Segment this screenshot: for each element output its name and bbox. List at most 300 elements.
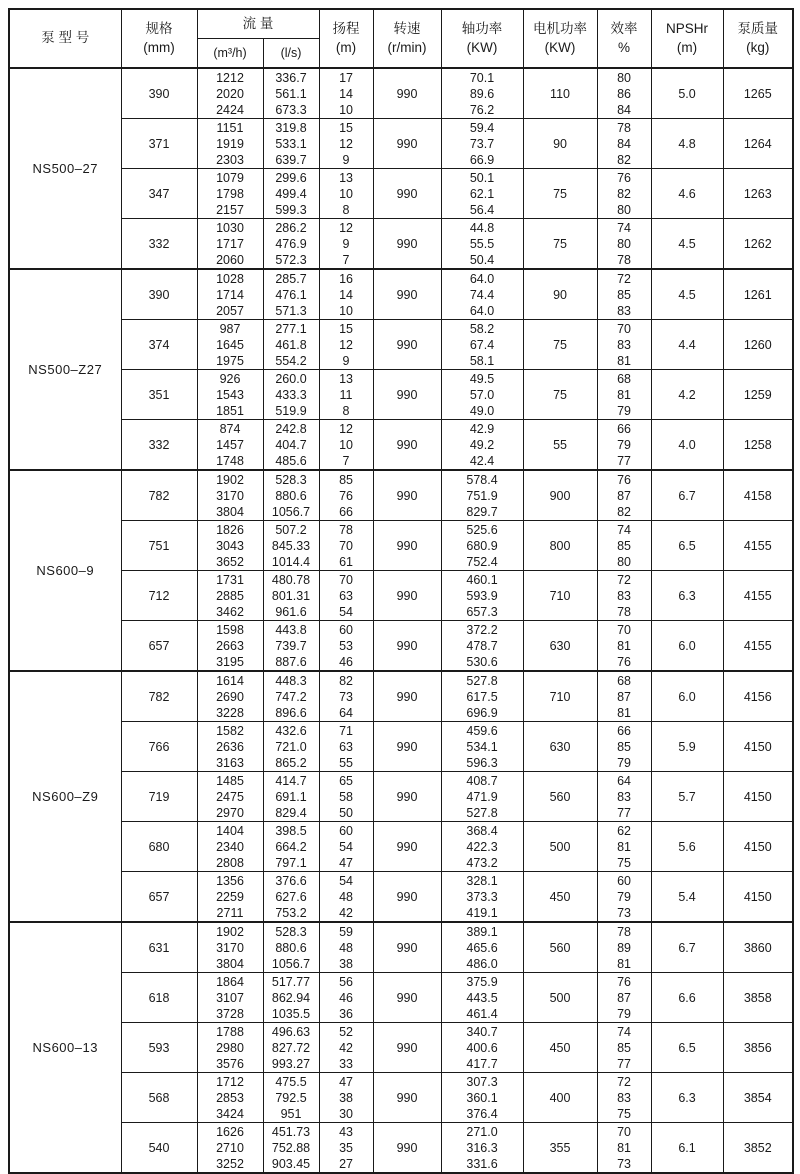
col-header-spec-label: 规格 [145,21,173,37]
cell-efficiency-value: 76 [617,170,631,185]
cell-head [319,1123,373,1174]
col-header-flow: 流 量 [197,9,319,39]
cell-head [319,269,373,320]
cell-motor-power: 450 [523,1023,597,1073]
cell-flow-ls-value: 480.78 [271,572,311,587]
cell-efficiency [597,1073,651,1123]
col-header-efficiency-label: 效率 [610,21,638,37]
pump-spec-table [8,8,794,1174]
cell-head-value: 42 [339,905,353,920]
cell-head [319,872,373,923]
cell-flow-m3h-value: 987 [219,321,241,336]
cell-flow-ls-value: 461.8 [275,337,307,352]
cell-flow-ls-value: 880.6 [275,940,307,955]
cell-flow-ls-value: 414.7 [275,773,307,788]
cell-flow-m3h-value: 2424 [216,102,244,117]
cell-efficiency-value: 83 [617,1090,631,1105]
cell-flow-ls-value: 827.72 [271,1040,311,1055]
cell-spec: 351 [121,370,197,420]
cell-flow-m3h-value: 1919 [216,136,244,151]
cell-shaft-power [441,370,523,420]
cell-shaft-power-value: 307.3 [466,1074,498,1089]
cell-efficiency-value: 80 [617,70,631,85]
cell-head-value: 50 [339,805,353,820]
cell-shaft-power-value: 751.9 [466,488,498,503]
cell-flow-m3h-value: 2808 [216,855,244,870]
cell-flow-m3h-value: 1151 [216,120,244,135]
cell-efficiency-value: 81 [617,839,631,854]
cell-pump-mass: 4155 [723,571,793,621]
pump-model-cell: NS600–9 [9,470,121,671]
cell-efficiency [597,1023,651,1073]
cell-motor-power: 75 [523,219,597,270]
cell-shaft-power-value: 376.4 [466,1106,498,1121]
cell-flow-ls [263,1073,319,1123]
cell-speed: 990 [373,671,441,722]
cell-speed: 990 [373,269,441,320]
cell-flow-ls-value: 299.6 [275,170,307,185]
cell-flow-ls [263,370,319,420]
cell-flow-ls-value: 451.73 [271,1124,311,1139]
cell-pump-mass: 4158 [723,470,793,521]
cell-shaft-power [441,68,523,119]
cell-head-value: 60 [339,622,353,637]
table-row [9,722,793,772]
cell-flow-m3h-value: 1485 [216,773,244,788]
cell-flow-ls-value: 747.2 [275,689,307,704]
cell-flow-m3h-value: 1079 [216,170,244,185]
cell-efficiency-value: 79 [617,755,631,770]
cell-spec: 540 [121,1123,197,1174]
table-row [9,119,793,169]
cell-head-value: 58 [339,789,353,804]
cell-flow-ls [263,68,319,119]
cell-flow-m3h-value: 1826 [216,522,244,537]
cell-flow-ls-value: 691.1 [275,789,307,804]
cell-shaft-power-value: 49.0 [469,403,495,418]
cell-shaft-power-value: 58.2 [469,321,495,336]
cell-pump-mass: 1258 [723,420,793,471]
cell-speed: 990 [373,169,441,219]
cell-head-value: 8 [342,403,350,418]
cell-efficiency [597,370,651,420]
cell-flow-ls [263,1123,319,1174]
cell-shaft-power [441,772,523,822]
col-header-flow-ls: (l/s) [263,39,319,69]
cell-spec: 390 [121,269,197,320]
cell-head-value: 35 [339,1140,353,1155]
cell-flow-m3h-value: 1731 [216,572,244,587]
cell-shaft-power [441,420,523,471]
table-row [9,370,793,420]
cell-shaft-power-value: 459.6 [466,723,498,738]
cell-flow-ls [263,119,319,169]
table-row [9,571,793,621]
cell-efficiency-value: 75 [617,1106,631,1121]
cell-flow-ls-value: 404.7 [275,437,307,452]
col-header-speed-label: 转速 [393,21,421,37]
cell-flow-m3h [197,219,263,270]
cell-flow-m3h [197,521,263,571]
cell-efficiency [597,320,651,370]
col-header-spec-unit: (mm) [143,39,175,55]
cell-shaft-power [441,320,523,370]
cell-motor-power: 710 [523,671,597,722]
cell-head [319,219,373,270]
cell-head-value: 54 [339,839,353,854]
cell-npshr: 5.0 [651,68,723,119]
cell-spec: 618 [121,973,197,1023]
cell-shaft-power-value: 419.1 [466,905,498,920]
cell-shaft-power [441,822,523,872]
cell-flow-ls-value: 528.3 [275,472,307,487]
cell-shaft-power-value: 62.1 [469,186,495,201]
cell-flow-ls-value: 572.3 [275,252,307,267]
cell-flow-ls [263,1023,319,1073]
cell-head-value: 66 [339,504,353,519]
cell-efficiency [597,269,651,320]
cell-flow-ls [263,320,319,370]
cell-head-value: 9 [342,152,350,167]
cell-flow-ls [263,671,319,722]
col-header-flow-m3h: (m³/h) [197,39,263,69]
cell-flow-ls-value: 664.2 [275,839,307,854]
cell-head-value: 8 [342,202,350,217]
table-row [9,671,793,722]
cell-head-value: 70 [339,572,353,587]
cell-shaft-power-value: 443.5 [466,990,498,1005]
cell-flow-m3h [197,722,263,772]
cell-flow-m3h-value: 1028 [216,271,244,286]
cell-flow-m3h [197,822,263,872]
cell-flow-m3h [197,68,263,119]
cell-pump-mass: 1260 [723,320,793,370]
cell-efficiency-value: 82 [617,504,631,519]
cell-flow-ls-value: 829.4 [275,805,307,820]
cell-efficiency-value: 70 [617,1124,631,1139]
cell-shaft-power-value: 331.6 [466,1156,498,1171]
cell-shaft-power-value: 408.7 [466,773,498,788]
cell-shaft-power-value: 530.6 [466,654,498,669]
cell-shaft-power-value: 829.7 [466,504,498,519]
table-row [9,973,793,1023]
cell-shaft-power-value: 58.1 [469,353,495,368]
cell-shaft-power-value: 680.9 [466,538,498,553]
cell-speed: 990 [373,470,441,521]
cell-flow-m3h-value: 1404 [216,823,244,838]
cell-flow-m3h-value: 2340 [216,839,244,854]
cell-flow-m3h [197,370,263,420]
cell-efficiency-value: 87 [617,689,631,704]
cell-head-value: 10 [339,102,353,117]
cell-motor-power: 500 [523,973,597,1023]
cell-npshr: 5.6 [651,822,723,872]
cell-flow-m3h-value: 1902 [216,924,244,939]
cell-flow-ls-value: 277.1 [275,321,307,336]
cell-spec: 782 [121,671,197,722]
cell-flow-m3h-value: 1714 [216,287,244,302]
cell-motor-power: 75 [523,169,597,219]
cell-flow-m3h-value: 3424 [216,1106,244,1121]
cell-efficiency-value: 73 [617,1156,631,1171]
cell-flow-m3h-value: 3170 [216,940,244,955]
cell-flow-m3h [197,470,263,521]
cell-flow-ls-value: 507.2 [275,522,307,537]
cell-head-value: 30 [339,1106,353,1121]
cell-head-value: 70 [339,538,353,553]
cell-flow-m3h-value: 2970 [216,805,244,820]
cell-npshr: 6.7 [651,922,723,973]
cell-head-value: 48 [339,940,353,955]
cell-spec: 751 [121,521,197,571]
cell-head-value: 10 [339,437,353,452]
cell-flow-m3h-value: 1582 [216,723,244,738]
cell-efficiency-value: 83 [617,303,631,318]
cell-flow-ls [263,973,319,1023]
cell-flow-m3h-value: 1645 [216,337,244,352]
cell-head [319,973,373,1023]
cell-shaft-power-value: 486.0 [466,956,498,971]
cell-efficiency [597,470,651,521]
cell-motor-power: 900 [523,470,597,521]
cell-motor-power: 450 [523,872,597,923]
cell-spec: 332 [121,420,197,471]
cell-head-value: 52 [339,1024,353,1039]
cell-flow-ls-value: 627.6 [275,889,307,904]
cell-shaft-power-value: 49.5 [469,371,495,386]
cell-shaft-power-value: 67.4 [469,337,495,352]
cell-flow-ls-value: 336.7 [275,70,307,85]
cell-npshr: 5.4 [651,872,723,923]
cell-efficiency-value: 84 [617,136,631,151]
cell-efficiency-value: 74 [617,522,631,537]
cell-efficiency-value: 78 [617,924,631,939]
cell-efficiency [597,420,651,471]
cell-efficiency-value: 66 [617,723,631,738]
cell-head-value: 15 [339,321,353,336]
cell-pump-mass: 4150 [723,872,793,923]
cell-flow-ls [263,470,319,521]
cell-shaft-power-value: 42.4 [469,453,495,468]
cell-head [319,571,373,621]
cell-spec: 374 [121,320,197,370]
cell-flow-ls-value: 571.3 [275,303,307,318]
cell-head [319,1023,373,1073]
cell-pump-mass: 3854 [723,1073,793,1123]
col-header-pump-mass [723,9,793,68]
cell-flow-m3h-value: 1626 [216,1124,244,1139]
cell-flow-m3h [197,420,263,471]
cell-head-value: 54 [339,873,353,888]
cell-head-value: 59 [339,924,353,939]
cell-motor-power: 800 [523,521,597,571]
cell-efficiency [597,722,651,772]
cell-shaft-power [441,571,523,621]
cell-flow-ls-value: 533.1 [275,136,307,151]
cell-efficiency [597,169,651,219]
cell-efficiency [597,521,651,571]
cell-shaft-power-value: 596.3 [466,755,498,770]
cell-flow-ls-value: 599.3 [275,202,307,217]
cell-head-value: 14 [339,86,353,101]
cell-flow-m3h-value: 2853 [216,1090,244,1105]
cell-speed: 990 [373,772,441,822]
cell-flow-ls-value: 286.2 [275,220,307,235]
cell-flow-m3h-value: 3228 [216,705,244,720]
table-row [9,521,793,571]
cell-motor-power: 400 [523,1073,597,1123]
table-row [9,169,793,219]
cell-efficiency-value: 78 [617,604,631,619]
cell-efficiency-value: 84 [617,102,631,117]
cell-npshr: 6.5 [651,1023,723,1073]
cell-head [319,722,373,772]
cell-efficiency-value: 79 [617,403,631,418]
cell-head [319,671,373,722]
cell-npshr: 4.5 [651,269,723,320]
cell-shaft-power [441,872,523,923]
cell-spec: 390 [121,68,197,119]
cell-flow-ls-value: 639.7 [275,152,307,167]
cell-npshr: 6.3 [651,1073,723,1123]
col-header-shaft-power [441,9,523,68]
cell-efficiency [597,219,651,270]
cell-shaft-power-value: 76.2 [469,102,495,117]
cell-motor-power: 630 [523,621,597,672]
cell-speed: 990 [373,922,441,973]
cell-shaft-power-value: 50.1 [469,170,495,185]
cell-shaft-power [441,269,523,320]
cell-speed: 990 [373,872,441,923]
cell-flow-m3h-value: 1030 [216,220,244,235]
cell-head-value: 55 [339,755,353,770]
cell-flow-ls-value: 903.45 [271,1156,311,1171]
cell-flow-ls-value: 496.63 [271,1024,311,1039]
cell-shaft-power-value: 70.1 [469,70,495,85]
cell-efficiency-value: 81 [617,353,631,368]
cell-flow-m3h-value: 2060 [216,252,244,267]
cell-efficiency-value: 81 [617,387,631,402]
cell-head-value: 53 [339,638,353,653]
cell-efficiency-value: 75 [617,855,631,870]
cell-efficiency-value: 72 [617,572,631,587]
cell-head-value: 65 [339,773,353,788]
cell-efficiency-value: 74 [617,1024,631,1039]
cell-motor-power: 630 [523,722,597,772]
cell-efficiency-value: 77 [617,805,631,820]
cell-shaft-power-value: 360.1 [466,1090,498,1105]
col-header-motor-power [523,9,597,68]
cell-flow-ls-value: 260.0 [275,371,307,386]
cell-efficiency [597,922,651,973]
cell-efficiency-value: 70 [617,321,631,336]
cell-flow-m3h-value: 3804 [216,956,244,971]
cell-efficiency [597,872,651,923]
cell-flow-m3h [197,269,263,320]
cell-speed: 990 [373,320,441,370]
cell-flow-m3h-value: 3195 [216,654,244,669]
cell-motor-power: 500 [523,822,597,872]
table-row [9,470,793,521]
cell-npshr: 6.0 [651,671,723,722]
cell-head-value: 38 [339,956,353,971]
cell-flow-ls [263,722,319,772]
cell-flow-m3h-value: 3107 [216,990,244,1005]
cell-efficiency-value: 76 [617,472,631,487]
cell-flow-ls-value: 476.1 [275,287,307,302]
col-header-motor-power-unit: (KW) [544,39,576,55]
cell-shaft-power-value: 534.1 [466,739,498,754]
cell-shaft-power [441,922,523,973]
cell-shaft-power-value: 50.4 [469,252,495,267]
cell-flow-ls [263,571,319,621]
cell-efficiency-value: 86 [617,86,631,101]
col-header-head-unit: (m) [335,39,357,55]
cell-shaft-power-value: 373.3 [466,889,498,904]
cell-efficiency-value: 80 [617,554,631,569]
table-row [9,922,793,973]
col-header-pump-mass-label: 泵质量 [737,21,779,37]
cell-efficiency-value: 85 [617,739,631,754]
cell-flow-m3h-value: 1712 [216,1074,244,1089]
cell-npshr: 4.4 [651,320,723,370]
cell-flow-ls-value: 865.2 [275,755,307,770]
cell-shaft-power-value: 42.9 [469,421,495,436]
cell-head-value: 71 [339,723,353,738]
cell-shaft-power [441,1123,523,1174]
cell-flow-m3h-value: 1975 [216,353,244,368]
table-row [9,269,793,320]
pump-model-cell: NS500–Z27 [9,269,121,470]
cell-head [319,621,373,672]
cell-shaft-power-value: 473.2 [466,855,498,870]
cell-spec: 631 [121,922,197,973]
cell-flow-m3h-value: 3170 [216,488,244,503]
cell-motor-power: 75 [523,320,597,370]
cell-efficiency [597,119,651,169]
cell-head-value: 76 [339,488,353,503]
cell-head-value: 11 [339,387,353,402]
cell-flow-m3h-value: 2020 [216,86,244,101]
cell-speed: 990 [373,1073,441,1123]
cell-flow-m3h-value: 1864 [216,974,244,989]
cell-efficiency-value: 60 [617,873,631,888]
cell-head-value: 61 [339,554,353,569]
cell-speed: 990 [373,521,441,571]
cell-flow-m3h-value: 2636 [216,739,244,754]
cell-flow-m3h-value: 3728 [216,1006,244,1021]
cell-speed: 990 [373,1123,441,1174]
cell-shaft-power [441,119,523,169]
cell-flow-m3h-value: 1356 [216,873,244,888]
cell-speed: 990 [373,420,441,471]
cell-shaft-power-value: 64.0 [469,271,495,286]
col-header-head-label: 扬程 [332,21,360,37]
cell-flow-ls-value: 845.33 [271,538,311,553]
cell-flow-m3h-value: 3252 [216,1156,244,1171]
cell-npshr: 6.5 [651,521,723,571]
col-header-speed-unit: (r/min) [387,39,427,55]
cell-efficiency-value: 68 [617,371,631,386]
cell-efficiency-value: 78 [617,120,631,135]
cell-flow-m3h [197,1073,263,1123]
cell-flow-m3h-value: 2711 [216,905,244,920]
cell-head-value: 16 [339,271,353,286]
cell-pump-mass: 3856 [723,1023,793,1073]
cell-efficiency-value: 72 [617,271,631,286]
cell-flow-ls [263,219,319,270]
cell-npshr: 6.6 [651,973,723,1023]
